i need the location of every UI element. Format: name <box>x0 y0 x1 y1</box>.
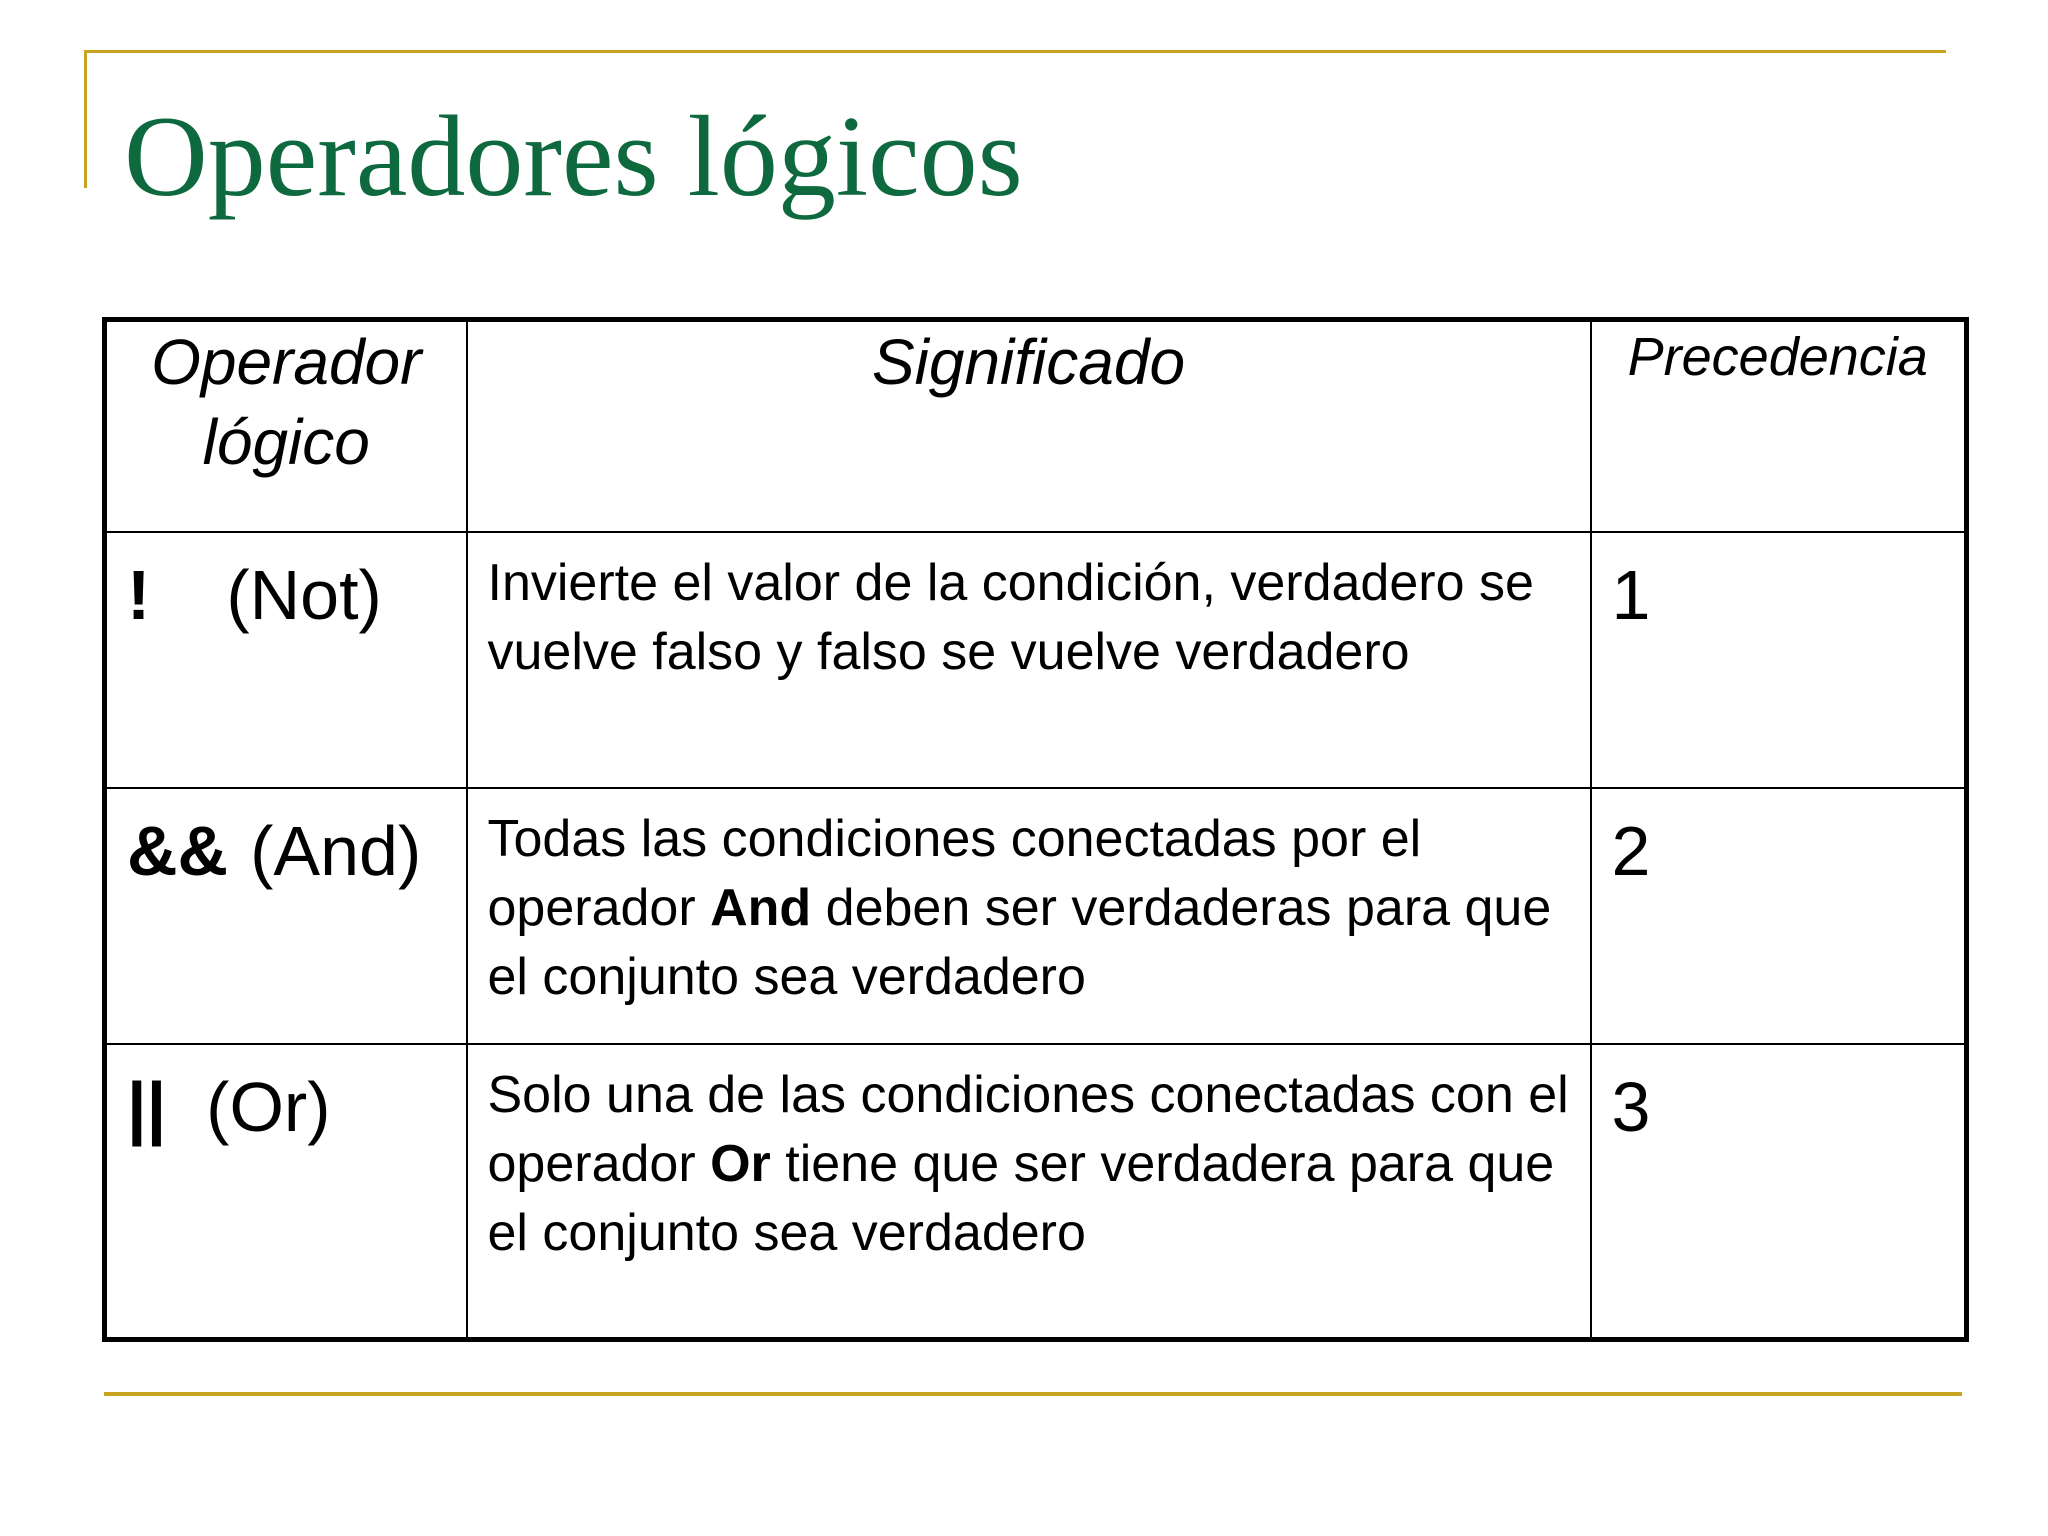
slide-title: Operadores lógicos <box>124 93 1023 221</box>
meaning-keyword-and: And <box>710 878 812 937</box>
meaning-keyword-or: Or <box>710 1134 771 1193</box>
operator-symbol-and: && <box>127 811 229 890</box>
top-decorative-line <box>84 50 1946 53</box>
precedence-cell-and: 2 <box>1591 788 1967 1044</box>
meaning-text-and-part1: Todas las condiciones conectadas por el operador <box>487 809 1422 937</box>
precedence-cell-not: 1 <box>1591 532 1967 788</box>
meaning-text-or-part1: Solo una de las condiciones conectadas con el operador <box>487 1065 1569 1193</box>
table-row-and <box>105 788 1967 1044</box>
header-precedence: Precedencia <box>1591 320 1967 532</box>
table-row-or <box>105 1044 1967 1340</box>
logical-operators-table <box>102 317 1969 1342</box>
precedence-cell-or: 3 <box>1591 1044 1967 1340</box>
meaning-cell-and <box>467 788 1591 1044</box>
operator-name-or: (Or) <box>206 1067 331 1146</box>
operator-cell-and <box>105 788 467 1044</box>
meaning-text-and-part2: deben ser verdaderas para que el conjunto sea verdadero <box>487 878 1552 1006</box>
header-meaning: Significado <box>467 320 1591 532</box>
meaning-cell-or <box>467 1044 1591 1340</box>
header-operator: Operador lógico <box>105 320 467 532</box>
left-decorative-line <box>84 50 87 188</box>
table-row-not <box>105 532 1967 788</box>
operator-symbol-or: || <box>127 1067 167 1146</box>
operator-cell-not <box>105 532 467 788</box>
operator-symbol-not: ! <box>127 555 151 634</box>
meaning-text-or-part2: tiene que ser verdadera para que el conjunto sea verdadero <box>487 1134 1555 1262</box>
bottom-decorative-line <box>104 1392 1962 1396</box>
operator-name-not: (Not) <box>226 555 382 634</box>
operator-name-and: (And) <box>250 811 422 890</box>
meaning-text-not: Invierte el valor de la condición, verdadero se vuelve falso y falso se vuelve verdadero <box>487 553 1534 681</box>
operator-cell-or <box>105 1044 467 1340</box>
table-header-row <box>105 320 1967 532</box>
meaning-cell-not <box>467 532 1591 788</box>
